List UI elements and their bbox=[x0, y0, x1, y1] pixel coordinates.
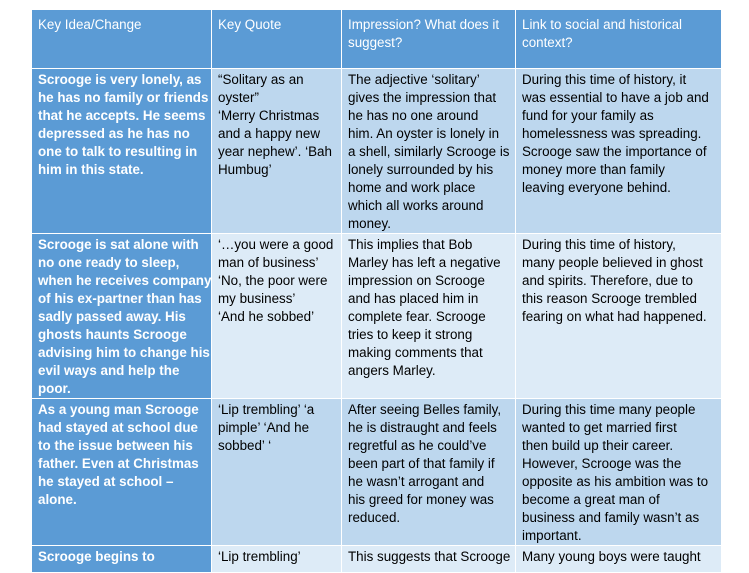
cell-line: him in this state. bbox=[38, 162, 144, 177]
cell-line: As a young man Scrooge bbox=[38, 402, 199, 417]
cell-line: many people believed in ghost bbox=[522, 255, 703, 270]
cell-line: then build up their career. bbox=[522, 438, 674, 453]
table-row bbox=[32, 234, 722, 399]
key-quote-cell bbox=[212, 69, 342, 234]
cell-line: his greed for money was bbox=[348, 492, 494, 507]
cell-line: to the issue between his bbox=[38, 438, 193, 453]
header-line: Key Quote bbox=[218, 17, 282, 32]
cell-line: depressed as he has no bbox=[38, 126, 190, 141]
cell-line: been part of that family if bbox=[348, 456, 495, 471]
cell-line: fearing on what had happened. bbox=[522, 309, 707, 324]
table-row bbox=[32, 69, 722, 234]
header-row bbox=[32, 10, 722, 69]
cell-line: During this time of history, it bbox=[522, 72, 687, 87]
key-quote-cell bbox=[212, 399, 342, 546]
cell-line: opposite as his ambition was to bbox=[522, 474, 709, 489]
cell-line: that he accepts. He seems bbox=[38, 108, 206, 123]
cell-line: one to talk to resulting in bbox=[38, 144, 198, 159]
cell-line: This implies that Bob bbox=[348, 237, 473, 252]
cell-line: Humbug’ bbox=[218, 162, 272, 177]
notes-table bbox=[31, 9, 722, 573]
cell-line: was essential to have a job and bbox=[522, 90, 709, 105]
cell-line: gives the impression that bbox=[348, 90, 497, 105]
cell-line: he wasn’t arrogant and bbox=[348, 474, 485, 489]
cell-line: evil ways and help the bbox=[38, 363, 180, 378]
cell-line: oyster” bbox=[218, 90, 259, 105]
cell-line: he stayed at school – bbox=[38, 474, 174, 489]
header-key-quote bbox=[212, 10, 342, 69]
cell-line: angers Marley. bbox=[348, 363, 436, 378]
cell-line: During this time many people bbox=[522, 402, 696, 417]
cell-line: “Solitary as an bbox=[218, 72, 304, 87]
cell-line: ‘And he sobbed’ bbox=[218, 309, 315, 324]
cell-line: advising him to change his bbox=[38, 345, 210, 360]
context-cell bbox=[516, 546, 722, 573]
cell-line: ‘No, the poor were bbox=[218, 273, 328, 288]
header-line: suggest? bbox=[348, 35, 403, 50]
cell-line: Scrooge saw the importance of bbox=[522, 144, 707, 159]
header-line: context? bbox=[522, 35, 573, 50]
cell-line: tries to keep it strong bbox=[348, 327, 473, 342]
cell-line: home and work place bbox=[348, 180, 476, 195]
cell-line: poor. bbox=[38, 381, 71, 396]
cell-line: Many young boys were taught bbox=[522, 549, 701, 564]
cell-line: ‘Merry Christmas bbox=[218, 108, 320, 123]
cell-line: wanted to get married first bbox=[522, 420, 677, 435]
table-row bbox=[32, 399, 722, 546]
key-quote-cell bbox=[212, 234, 342, 399]
impression-cell bbox=[342, 69, 516, 234]
cell-line: had stayed at school due bbox=[38, 420, 198, 435]
context-cell bbox=[516, 234, 722, 399]
cell-line: no one ready to sleep, bbox=[38, 255, 180, 270]
cell-line: making comments that bbox=[348, 345, 483, 360]
header-line: Link to social and historical bbox=[522, 17, 683, 32]
cell-line: money. bbox=[348, 216, 391, 231]
cell-line: Scrooge is sat alone with bbox=[38, 237, 199, 252]
cell-line: homelessness was spreading. bbox=[522, 126, 702, 141]
cell-line: lonely surrounded by his bbox=[348, 162, 494, 177]
cell-line: ‘…you were a good bbox=[218, 237, 334, 252]
cell-line: he is distraught and feels bbox=[348, 420, 497, 435]
cell-line: ‘Lip trembling’ bbox=[218, 549, 301, 564]
header-line: Impression? What does it bbox=[348, 17, 500, 32]
cell-line: business and family wasn’t as bbox=[522, 510, 700, 525]
cell-line: fund for your family as bbox=[522, 108, 654, 123]
cell-line: sadly passed away. His bbox=[38, 309, 186, 324]
cell-line: of his ex-partner than has bbox=[38, 291, 202, 306]
cell-line: This suggests that Scrooge bbox=[348, 549, 511, 564]
cell-line: him. An oyster is lonely in bbox=[348, 126, 500, 141]
cell-line: money more than family bbox=[522, 162, 665, 177]
cell-line: important. bbox=[522, 528, 582, 543]
cell-line: impression on Scrooge bbox=[348, 273, 485, 288]
header-impression bbox=[342, 10, 516, 69]
cell-line: this reason Scrooge trembled bbox=[522, 291, 697, 306]
cell-line: become a great man of bbox=[522, 492, 660, 507]
cell-line: During this time of history, bbox=[522, 237, 676, 252]
cell-line: and has placed him in bbox=[348, 291, 479, 306]
key-idea-cell bbox=[32, 399, 212, 546]
cell-line: he has no one around bbox=[348, 108, 479, 123]
cell-line: when he receives company bbox=[38, 273, 212, 288]
header-key-idea bbox=[32, 10, 212, 69]
key-idea-cell bbox=[32, 234, 212, 399]
cell-line: complete fear. Scrooge bbox=[348, 309, 486, 324]
key-quote-cell bbox=[212, 546, 342, 573]
cell-line: a shell, similarly Scrooge is bbox=[348, 144, 510, 159]
context-cell bbox=[516, 399, 722, 546]
cell-line: ghosts haunts Scrooge bbox=[38, 327, 187, 342]
cell-line: After seeing Belles family, bbox=[348, 402, 502, 417]
key-idea-cell bbox=[32, 69, 212, 234]
impression-cell bbox=[342, 234, 516, 399]
cell-line: pimple’ ‘And he bbox=[218, 420, 310, 435]
cell-line: man of business’ bbox=[218, 255, 319, 270]
cell-line: leaving everyone behind. bbox=[522, 180, 671, 195]
cell-line: regretful as he could’ve bbox=[348, 438, 487, 453]
impression-cell bbox=[342, 399, 516, 546]
table-row bbox=[32, 546, 722, 573]
cell-line: father. Even at Christmas bbox=[38, 456, 199, 471]
cell-line: Scrooge begins to bbox=[38, 549, 155, 564]
cell-line: However, Scrooge was the bbox=[522, 456, 682, 471]
key-idea-cell bbox=[32, 546, 212, 573]
cell-line: reduced. bbox=[348, 510, 401, 525]
context-cell bbox=[516, 69, 722, 234]
impression-cell bbox=[342, 546, 516, 573]
cell-line: sobbed’ ‘ bbox=[218, 438, 272, 453]
cell-line: Marley has left a negative bbox=[348, 255, 501, 270]
cell-line: which all works around bbox=[348, 198, 484, 213]
cell-line: Scrooge is very lonely, as bbox=[38, 72, 202, 87]
cell-line: ‘Lip trembling’ ‘a bbox=[218, 402, 315, 417]
cell-line: my business’ bbox=[218, 291, 296, 306]
header-context bbox=[516, 10, 722, 69]
header-line: Key Idea/Change bbox=[38, 17, 142, 32]
cell-line: alone. bbox=[38, 492, 77, 507]
cell-line: he has no family or friends bbox=[38, 90, 209, 105]
cell-line: The adjective ‘solitary’ bbox=[348, 72, 480, 87]
cell-line: and spirits. Therefore, due to bbox=[522, 273, 693, 288]
cell-line: year nephew’. ‘Bah bbox=[218, 144, 332, 159]
cell-line: and a happy new bbox=[218, 126, 320, 141]
